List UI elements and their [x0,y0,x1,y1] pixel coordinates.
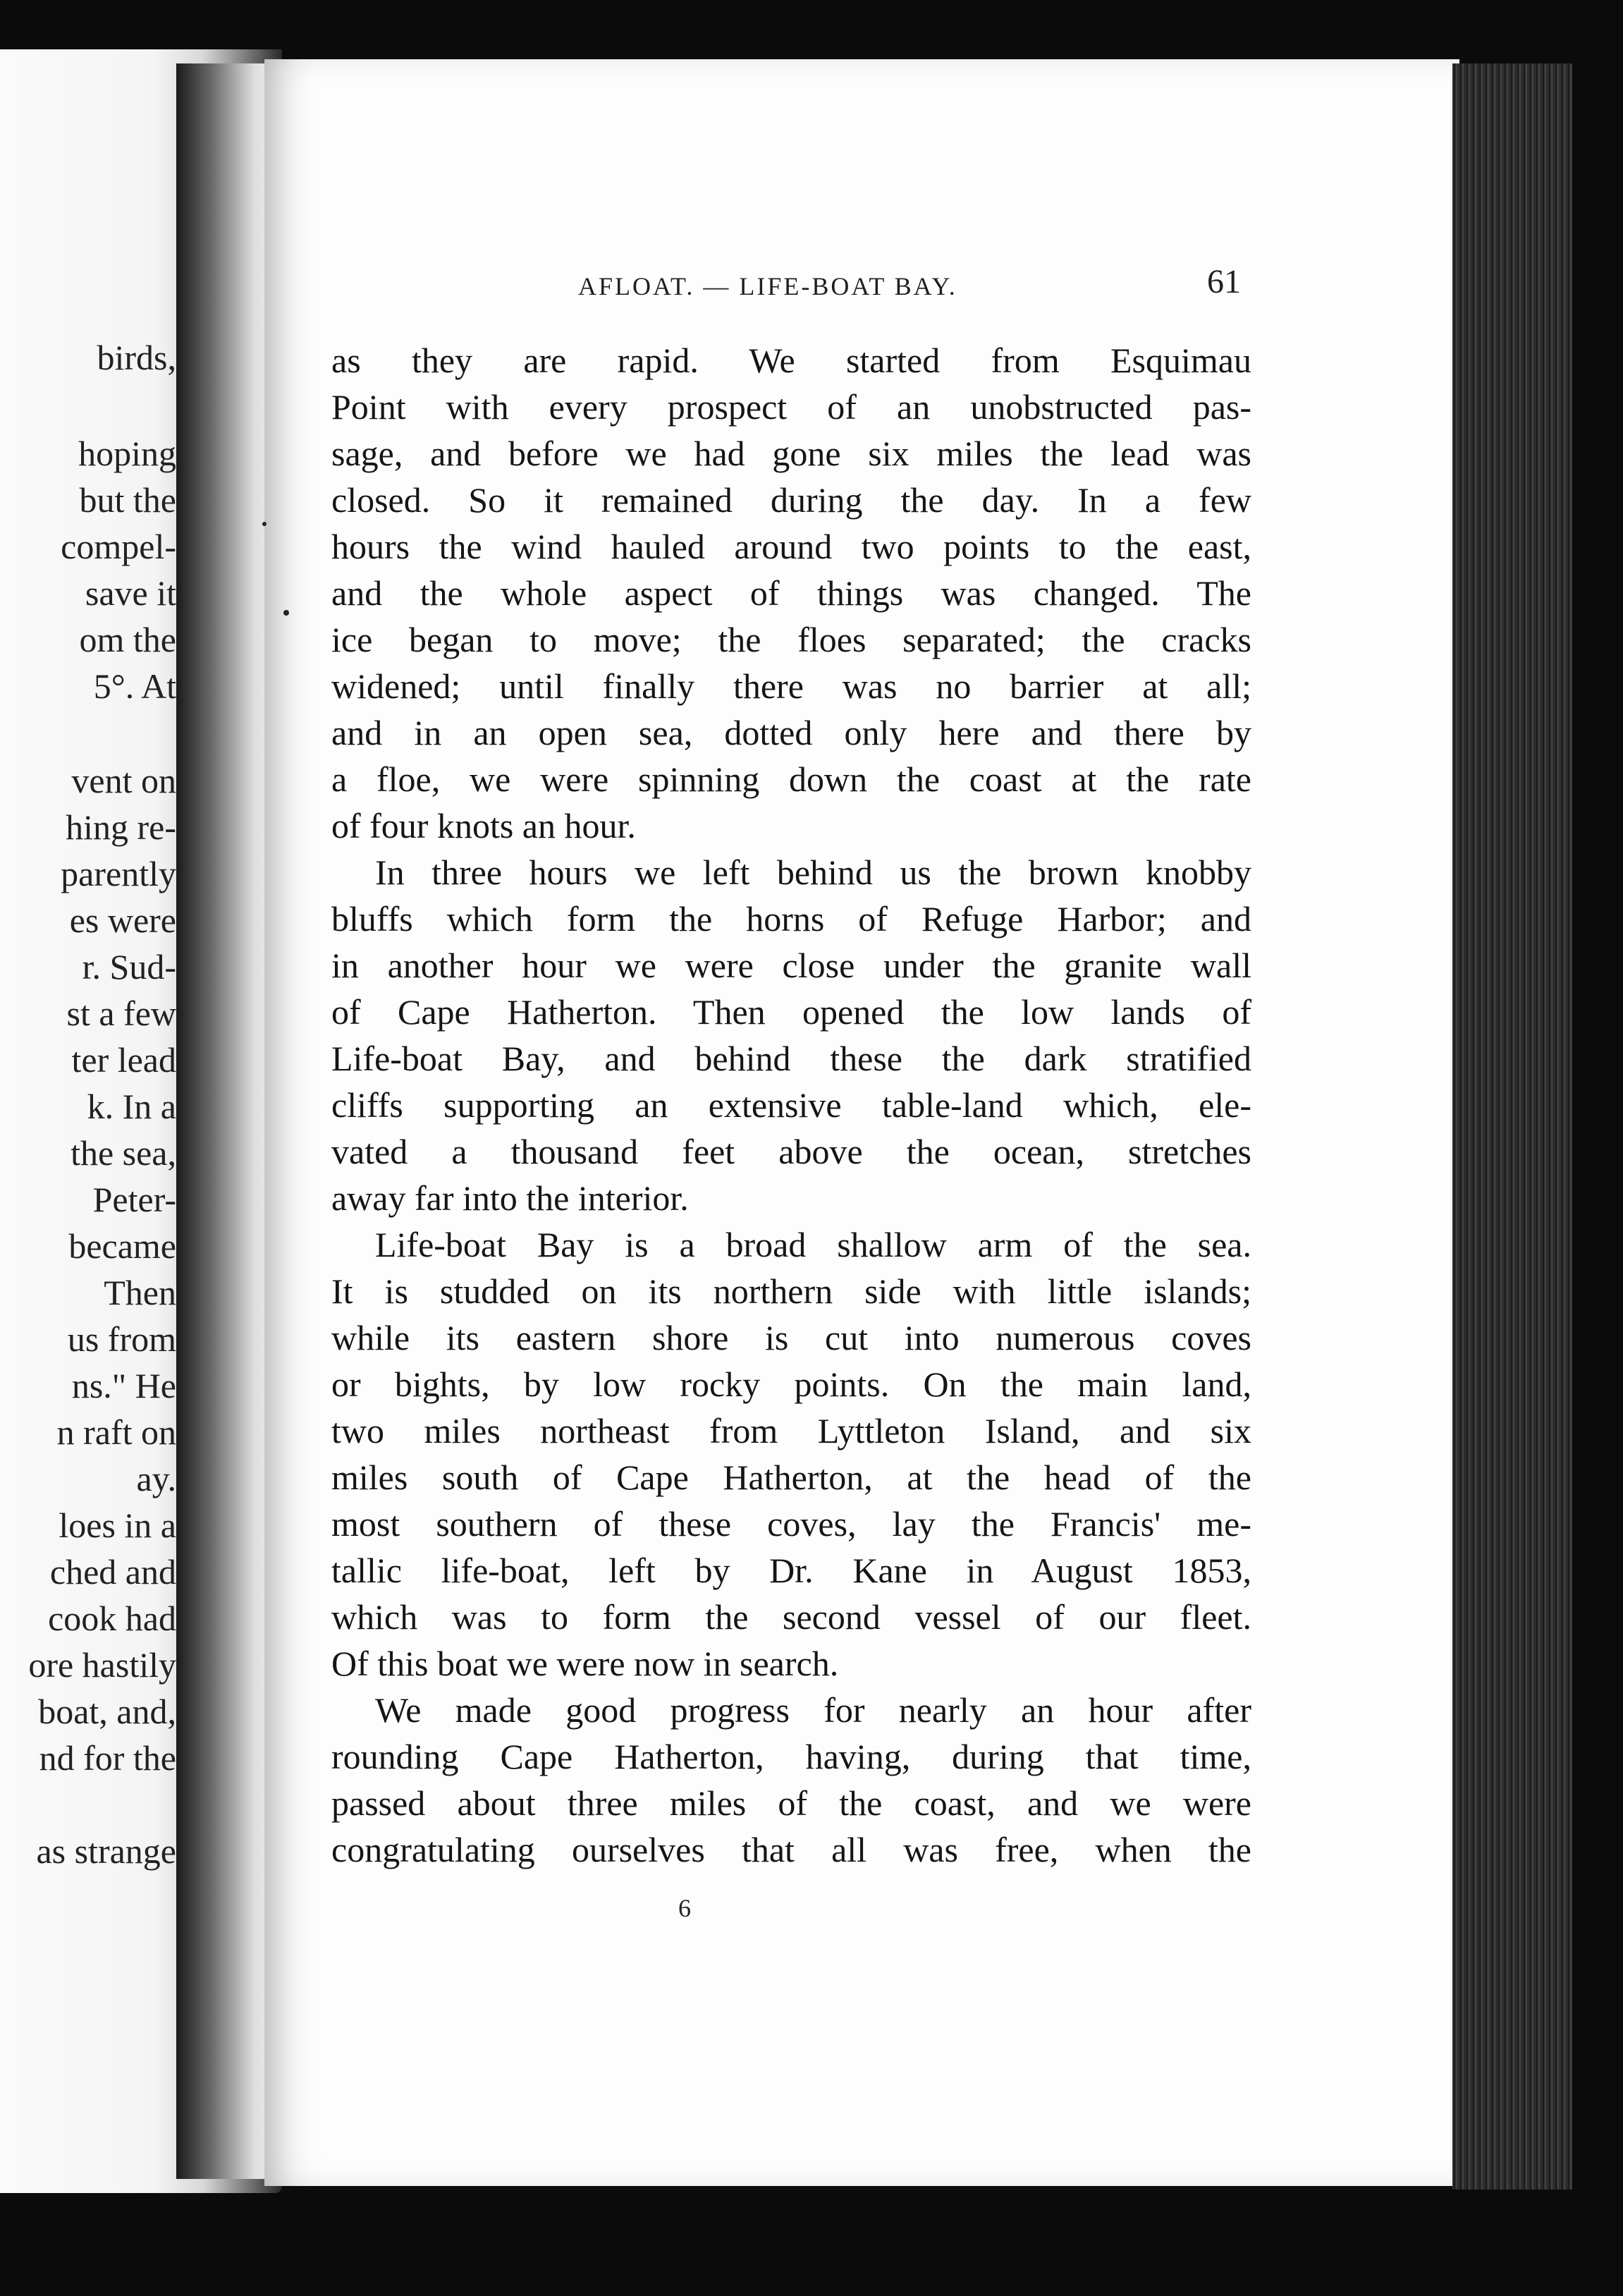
left-page-fragment: as strange [36,1831,176,1871]
left-page-fragment: boat, and, [38,1692,176,1731]
text-line: two miles northeast from Lyttleton Island, and six [331,1411,1251,1451]
text-line: widened; until finally there was no barrier at all; [331,666,1251,706]
left-page-fragment: st a few [66,994,176,1033]
left-page-fragment: n raft on [56,1412,176,1452]
left-page-fragment: the sea, [71,1133,176,1173]
text-line: Life-boat Bay, and behind these the dark stratified [331,1039,1251,1078]
left-page-fragment: birds, [97,338,176,377]
text-line: and the whole aspect of things was changed. The [331,573,1251,613]
text-line: and in an open sea, dotted only here and there by [331,713,1251,752]
text-line: in another hour we were close under the granite wall [331,946,1251,985]
text-line: Life-boat Bay is a broad shallow arm of the sea. [375,1225,1251,1264]
ink-speck [262,522,267,526]
left-page-fragment: ay. [136,1459,176,1498]
text-line: congratulating ourselves that all was free, when the [331,1830,1251,1869]
text-line: Point with every prospect of an unobstructed pas- [331,387,1251,427]
left-page-fragment: k. In a [87,1087,176,1126]
text-line: rounding Cape Hatherton, having, during that time, [331,1737,1251,1776]
page-number: 61 [1207,263,1241,300]
text-line: cliffs supporting an extensive table-land which, ele- [331,1085,1251,1125]
left-page-fragment: nd for the [39,1738,176,1778]
text-line: It is studded on its northern side with little islands; [331,1271,1251,1311]
text-line: ice began to move; the floes separated; the cracks [331,620,1251,659]
ink-speck [283,610,289,616]
left-page-fragment: hing re- [66,807,176,847]
left-page-fragment: became [68,1226,176,1266]
left-page-fragment: es were [69,900,176,940]
left-page-fragment: hoping [78,434,176,473]
text-line: In three hours we left behind us the brown knobby [375,853,1251,892]
left-page-fragment: ns." He [71,1366,176,1405]
text-line: which was to form the second vessel of our fleet. [331,1597,1251,1637]
body-text [331,337,1251,1873]
left-page-fragment: Then [104,1273,176,1312]
text-line: closed. So it remained during the day. In a few [331,480,1251,520]
text-line: vated a thousand feet above the ocean, stretches [331,1132,1251,1171]
text-line: most southern of these coves, lay the Francis' me- [331,1504,1251,1544]
signature-mark: 6 [678,1894,691,1922]
text-line: while its eastern shore is cut into numerous coves [331,1318,1251,1357]
page-edges [1452,63,1572,2190]
left-page-fragment: 5°. At [93,666,176,706]
text-line: passed about three miles of the coast, and we were [331,1783,1251,1823]
left-page-fragment: save it [85,573,176,613]
left-page-fragment: om the [79,620,176,659]
text-line: of Cape Hatherton. Then opened the low lands of [331,992,1251,1032]
left-page-fragment: ter lead [71,1040,176,1080]
left-page-fragment: cook had [48,1599,176,1638]
text-line: as they are rapid. We started from Esquimau [331,341,1251,380]
text-line: bluffs which form the horns of Refuge Harbor; and [331,899,1251,939]
left-page-fragment: us from [67,1319,176,1359]
left-page-fragment: loes in a [59,1506,176,1545]
text-line: of four knots an hour. [331,806,636,845]
left-page-fragment: parently [61,854,176,893]
text-line: Of this boat we were now in search. [331,1644,839,1683]
left-page-fragment: Peter- [92,1180,176,1219]
text-line: or bights, by low rocky points. On the main land, [331,1364,1251,1404]
text-line: sage, and before we had gone six miles the lead was [331,434,1251,473]
left-page-fragment: ched and [49,1552,176,1592]
text-line: We made good progress for nearly an hour after [375,1690,1251,1730]
left-page-fragment: vent on [71,761,176,800]
text-line: a floe, we were spinning down the coast at the rate [331,759,1251,799]
left-page-fragment: compel- [61,527,176,566]
left-page-fragment: r. Sud- [82,947,176,987]
text-line: miles south of Cape Hatherton, at the head of the [331,1458,1251,1497]
left-page-fragment: ore hastily [28,1645,176,1685]
text-line: hours the wind hauled around two points to the east, [331,527,1251,566]
text-line: away far into the interior. [331,1178,689,1218]
text-line: tallic life-boat, left by Dr. Kane in August 1853, [331,1551,1251,1590]
left-page-fragment: but the [79,480,176,520]
running-head: AFLOAT. — LIFE-BOAT BAY. [578,272,957,300]
